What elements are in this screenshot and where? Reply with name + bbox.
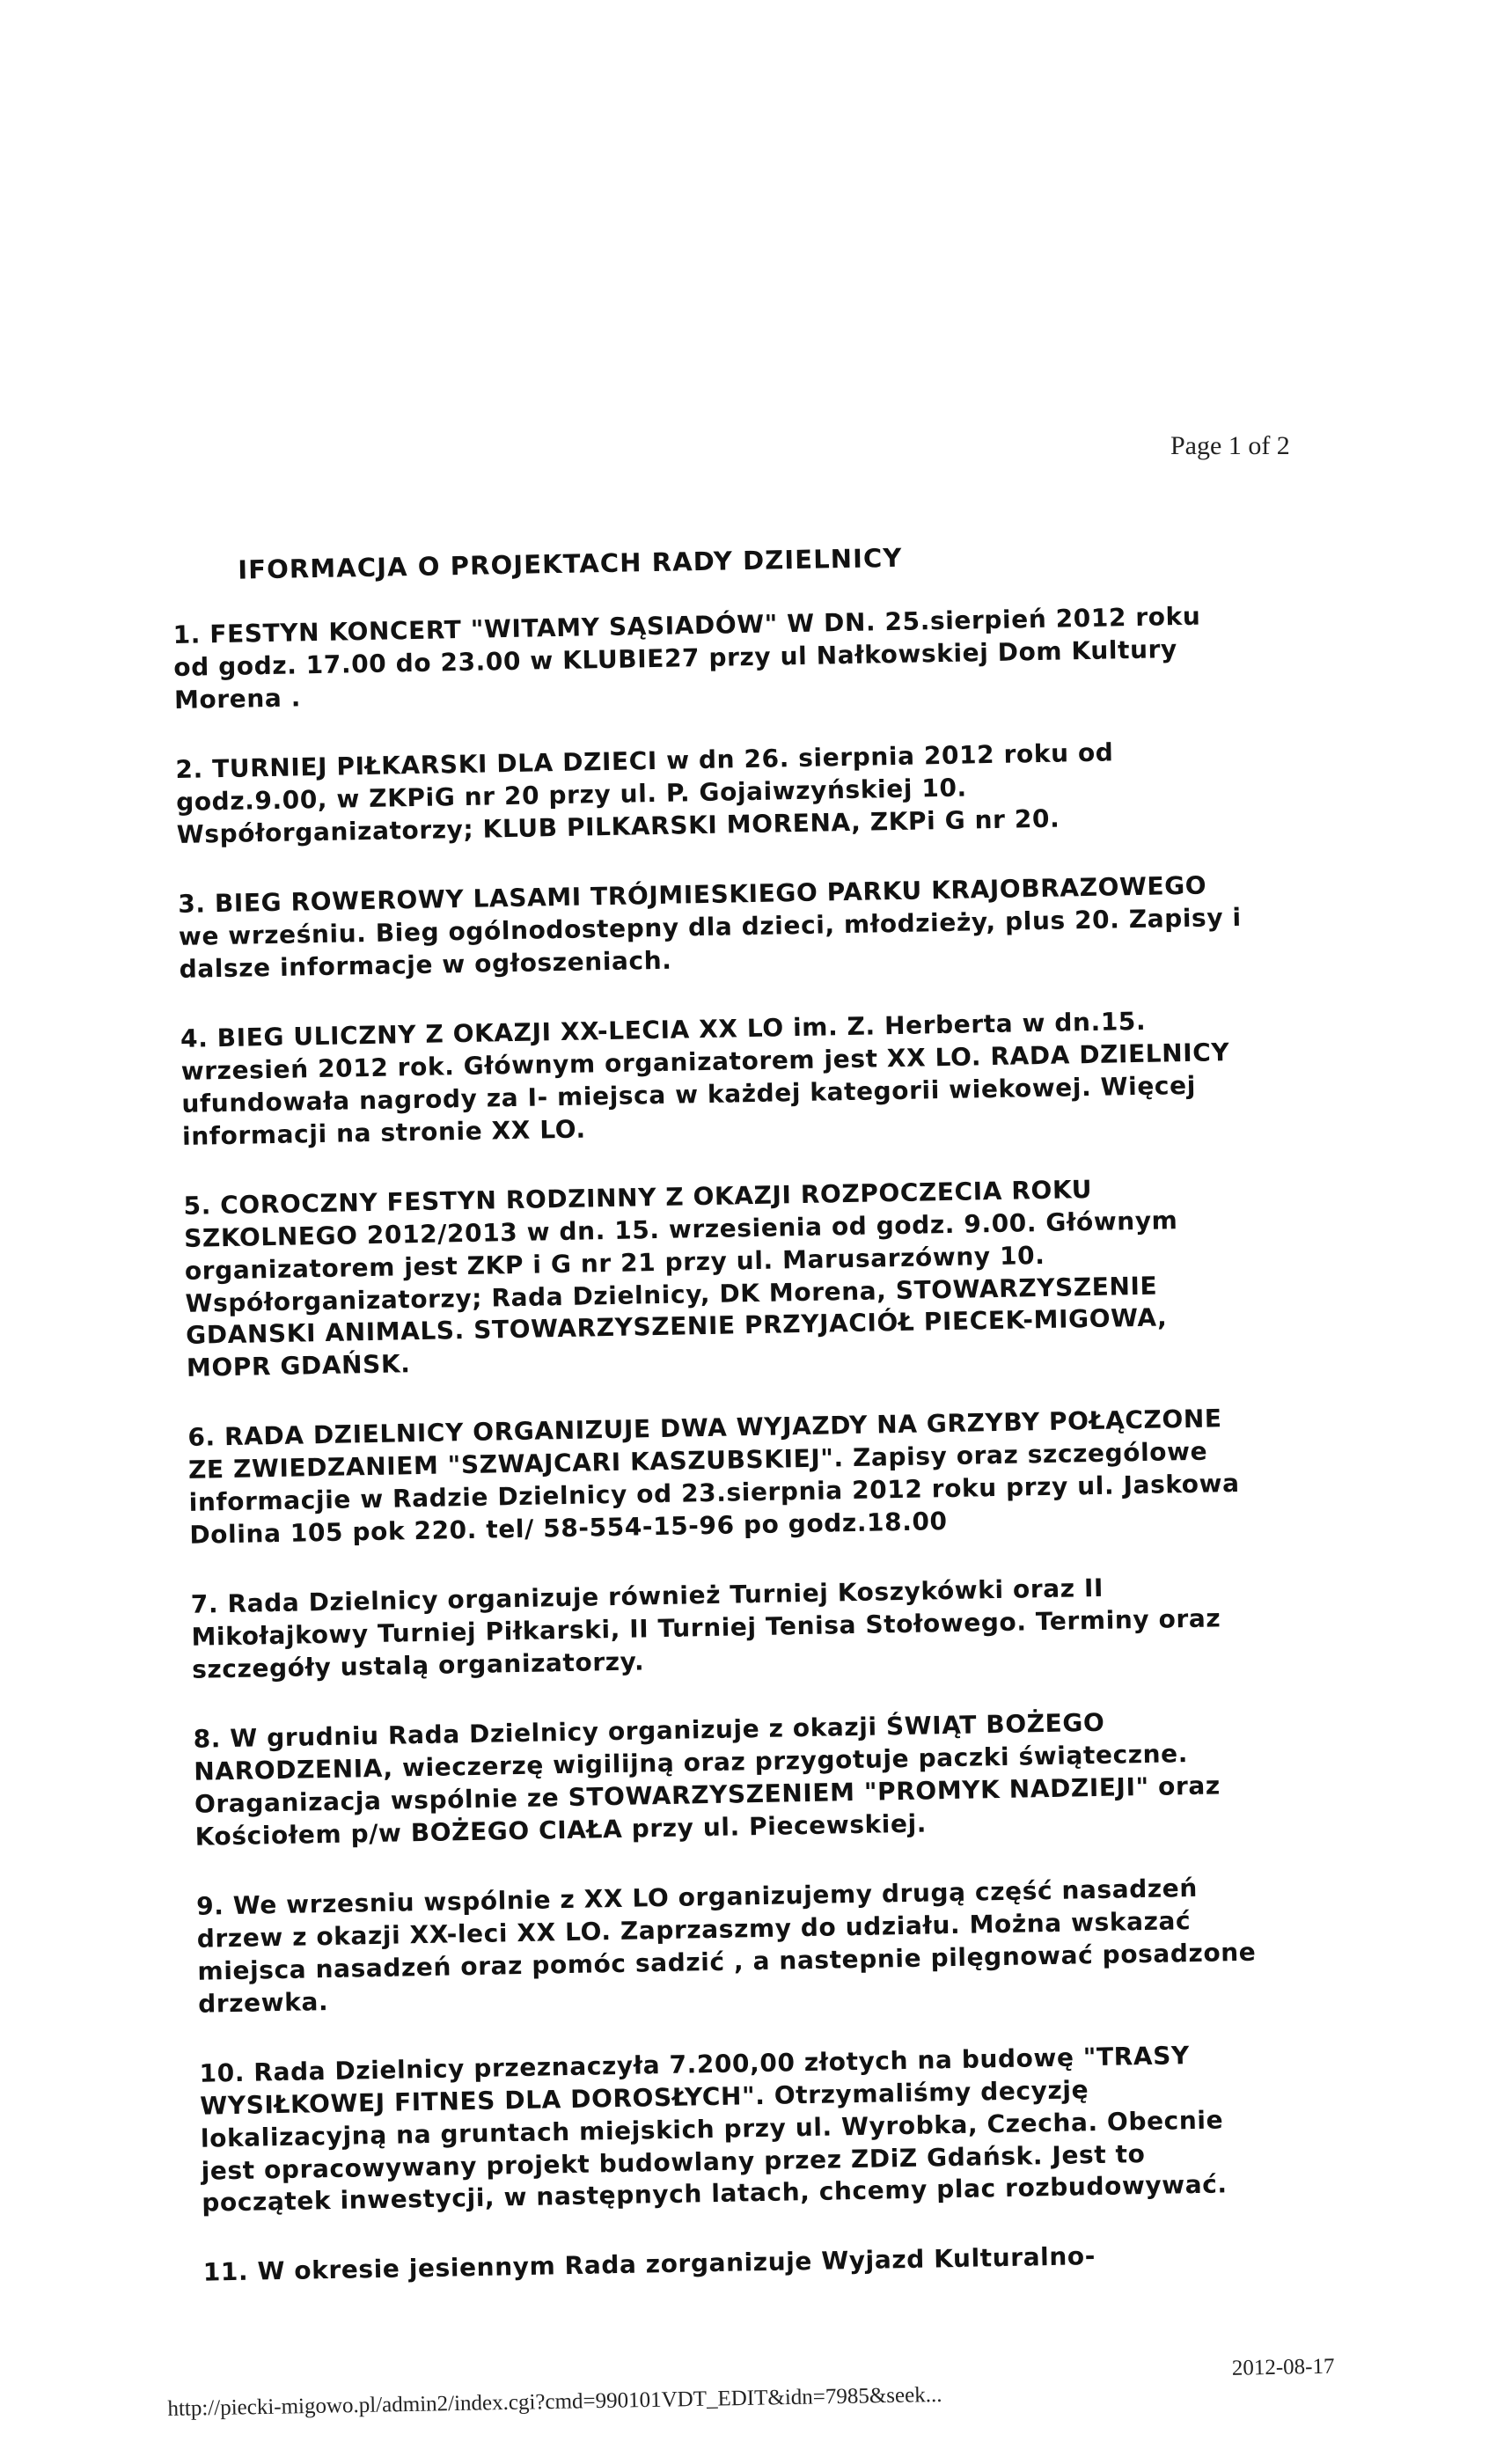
page-number: Page 1 of 2 <box>1170 431 1290 460</box>
list-item-3: 3. BIEG ROWEROWY LASAMI TRÓJMIESKIEGO PARKU KRAJOBRAZOWEGO we wrześniu. Bieg ogólnodostepny dla dzieci, młodzieży, plus 20. Zapisy i dalsze informacje w ogłoszeniach. <box>177 870 1242 984</box>
footer-url: http://piecki-migowo.pl/admin2/index.cgi?cmd=990101VDT_EDIT&idn=7985&seek... <box>167 2382 942 2421</box>
footer-date: 2012-08-17 <box>1231 2354 1335 2380</box>
list-item-5: 5. COROCZNY FESTYN RODZINNY Z OKAZJI ROZPOCZECIA ROKU SZKOLNEGO 2012/2013 w dn. 15. wrzesienia od godz. 9.00. Głównym organizatorem jest ZKP i G nr 21 przy ul. Marusarzówny 10. Współorganizatorzy; Rada Dzielnicy, DK Morena, STOWARZYSZENIE GDANSKI ANIMALS. STOWARZYSZENIE PRZYJACIÓŁ PIECEK-MIGOWA, MOPR GDAŃSK. <box>183 1174 1178 1383</box>
list-item-1: 1. FESTYN KONCERT "WITAMY SĄSIADÓW" W DN. 25.sierpień 2012 roku od godz. 17.00 do 23.00 w KLUBIE27 przy ul Nałkowskiej Dom Kultury Morena . <box>172 601 1201 715</box>
list-item-6: 6. RADA DZIELNICY ORGANIZUJE DWA WYJAZDY NA GRZYBY POŁĄCZONE ZE ZWIEDZANIEM "SZWAJCARI KASZUBSKIEJ". Zapisy oraz szczególowe informacjie w Radzie Dzielnicy od 23.sierpnia 2012 roku przy ul. Jaskowa Dolina 105 pok 220. tel/ 58-554-15-96 po godz.18.00 <box>187 1404 1240 1551</box>
list-item-10: 10. Rada Dzielnicy przeznaczyła 7.200,00 złotych na budowę "TRASY WYSIŁKOWEJ FITNES DLA DOROSŁYCH". Otrzymaliśmy decyzję lokalizacyjną na gruntach miejskich przy ul. Wyrobka, Czecha. Obecnie jest opracowywany projekt budowlany przez ZDiZ Gdańsk. Jest to początek inwestycji, w następnych latach, chcemy plac rozbudowywać. <box>199 2040 1228 2218</box>
list-item-8: 8. W grudniu Rada Dzielnicy organizuje z okazji ŚWIĄT BOŻEGO NARODZENIA, wieczerzę wigilijną oraz przygotuje paczki świąteczne. Oraganizacja wspólnie ze STOWARZYSZENIEM "PROMYK NADZIEJI" oraz Kościołem p/w BOŻEGO CIAŁA przy ul. Piecewskiej. <box>193 1707 1221 1852</box>
document-body <box>172 533 1339 2327</box>
page-footer <box>167 2354 1355 2421</box>
list-item-2: 2. TURNIEJ PIŁKARSKI DLA DZIECI w dn 26. sierpnia 2012 roku od godz.9.00, w ZKPiG nr 20 przy ul. P. Gojaiwzyńskiej 10. Współorganizatorzy; KLUB PILKARSKI MORENA, ZKPi G nr 20. <box>175 737 1114 849</box>
document-title: IFORMACJA O PROJEKTACH RADY DZIELNICY <box>238 542 903 585</box>
list-item-7: 7. Rada Dzielnicy organizuje również Turniej Koszykówki oraz II Mikołajkowy Turniej Piłkarski, II Turniej Tenisa Stołowego. Terminy oraz szczegóły ustalą organizatorzy. <box>190 1573 1221 1684</box>
list-item-9: 9. We wrzesniu wspólnie z XX LO organizujemy drugą część nasadzeń drzew z okazji XX-leci XX LO. Zaprzaszmy do udziału. Można wskazać miejsca nasadzeń oraz pomóc sadzić , a nastepnie pilęgnować posadzone drzewka. <box>195 1873 1257 2019</box>
list-item-11: 11. W okresie jesiennym Rada zorganizuje Wyjazd Kulturalno- <box>202 2241 1096 2288</box>
list-item-4: 4. BIEG ULICZNY Z OKAZJI XX-LECIA XX LO im. Z. Herberta w dn.15. wrzesień 2012 rok. Głównym organizatorem jest XX LO. RADA DZIELNICY ufundowała nagrody za I- miejsca w każdej kategorii wiekowej. Więcej informacji na stronie XX LO. <box>180 1006 1230 1151</box>
